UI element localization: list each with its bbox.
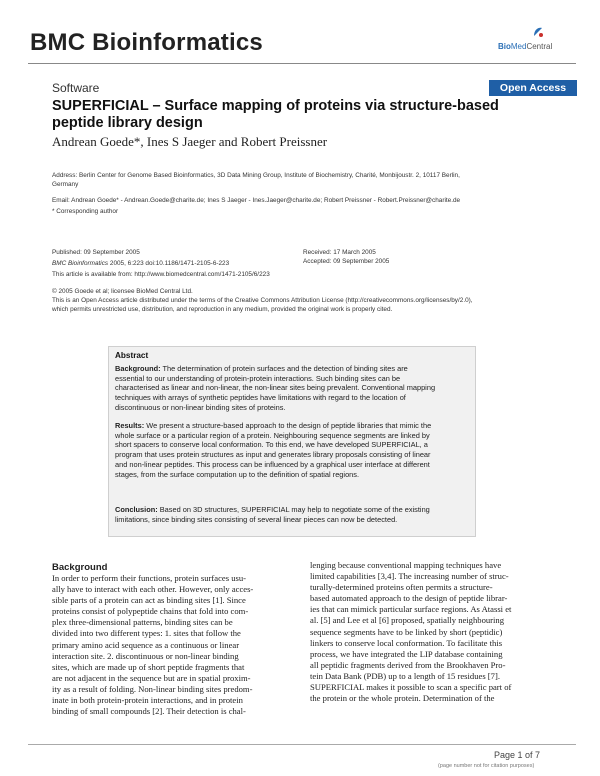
accepted-date: Accepted: 09 September 2005	[303, 258, 390, 265]
biomed-central-logo-icon	[532, 26, 544, 38]
title-line: peptide library design	[52, 115, 203, 131]
article-url[interactable]: This article is available from: http://www.biomedcentral.com/1471-2105/6/223	[52, 271, 270, 278]
copyright-line: © 2005 Goede et al; licensee BioMed Central Ltd.	[52, 288, 193, 295]
author-list: Andrean Goede*, Ines S Jaeger and Robert Preissner	[52, 134, 328, 149]
citation-line: BMC Bioinformatics 2005, 6:223 doi:10.1186/1471-2105-6-223	[52, 260, 230, 267]
affiliation: Address: Berlin Center for Genome Based Bioinformatics, 3D Data Mining Group, Institute of Biochemistry, Charité, Monbijoustr. 2, 10117 Berlin, Germany	[52, 172, 460, 188]
title-line: SUPERFICIAL – Surface mapping of proteins via structure-based	[52, 98, 499, 114]
email-line: Email: Andrean Goede* - Andrean.Goede@charite.de; Ines S Jaeger - Ines.Jaeger@charite.de; Robert Preissner - Robert.Preissner@charite.de	[52, 197, 461, 204]
abstract-background: Background: The determination of protein surfaces and the detection of binding sites are essential to our understanding of protein-protein interactions. Such binding sites can be characterised as linear and non-linear, the non-linear sites being prevalent. Conventional mapping techniques with arrays of synthetic peptides have limitations with regard to the location of discontinuous or non-linear binding sites of proteins.	[115, 364, 436, 412]
footer-rule	[28, 744, 576, 745]
header-rule	[28, 63, 576, 64]
publisher-logo	[498, 26, 578, 54]
page-number-note: (page number not for citation purposes)	[438, 763, 535, 769]
article-section: Software	[52, 81, 100, 95]
abstract-results: Results: We present a structure-based approach to the design of peptide libraries that mimic the whole surface or a particular region of a protein. Neighbouring sequence segments are linked by short spacers to conserve local conformation. To this end, we have developed SUPERFICIAL, a program that uses protein structures as input and generates library proposals consisting of linear and non-linear peptides. This process can be influenced by a graphical user interface at different stages, from the surface computation up to the definition of spatial regions.	[115, 421, 432, 479]
background-heading: Background	[52, 562, 108, 573]
abstract-heading: Abstract	[115, 351, 149, 360]
publisher-name: BioMedCentral	[498, 42, 553, 51]
right-column-text: lenging because conventional mapping techniques have limited capabilities [3,4]. The increasing number of struc- turally-determined proteins often permits a structure- based automated approach to the design of peptide librar- ies that can mimick particular surface regions. As Atassi et al. [5] and Lee et al [6] proposed, spatially neighbouring sequence segments have to be linked by short (peptidic) linkers to conserve local conformation. To facilitate this process, we have integrated the LIP database containing all peptidic fragments derived from the Brookhaven Pro- tein Data Bank (PDB) up to a length of 15 residues [7]. SUPERFICIAL makes it possible to scan a specific part of the protein or the whole protein. Determination of the	[310, 560, 512, 704]
article-title	[52, 98, 532, 132]
abstract-conclusion: Conclusion: Based on 3D structures, SUPERFICIAL may help to negotiate some of the existing limitations, since binding sites consisting of several linear pieces can now be detected.	[115, 505, 430, 524]
page-number: Page 1 of 7	[494, 750, 541, 760]
open-access-badge: Open Access	[489, 80, 577, 96]
license-text: This is an Open Access article distributed under the terms of the Creative Commons Attribution License (http://creativecommons.org/licenses/by/2.0), which permits unrestricted use, distribution, and reproduction in any medium, provided the original work is properly cited.	[52, 297, 473, 313]
abstract-box	[108, 346, 476, 537]
published-date: Published: 09 September 2005	[52, 249, 140, 256]
corresponding-note: * Corresponding author	[52, 208, 119, 215]
received-date: Received: 17 March 2005	[303, 249, 376, 256]
left-column-text: In order to perform their functions, protein surfaces usu- ally have to interact with each other. However, only acces- sible parts of a protein can act as binding sites [1]. Since proteins consist of polypeptide chains that fold into com- plex three-dimensional patterns, binding sites can be divided into two different types: 1. sites that follow the primary amino acid sequence as a continuous or linear interaction site. 2. discontinuous or non-linear binding sites, which are made up of short peptide fragments that are not adjacent in the sequence but are in spatial proxim- ity as a result of folding. Non-linear binding sites predom- inate in both protein-protein interactions, and in protein binding of small compounds [2]. Their detection is chal-	[52, 573, 254, 717]
journal-title: BMC Bioinformatics	[30, 29, 263, 56]
